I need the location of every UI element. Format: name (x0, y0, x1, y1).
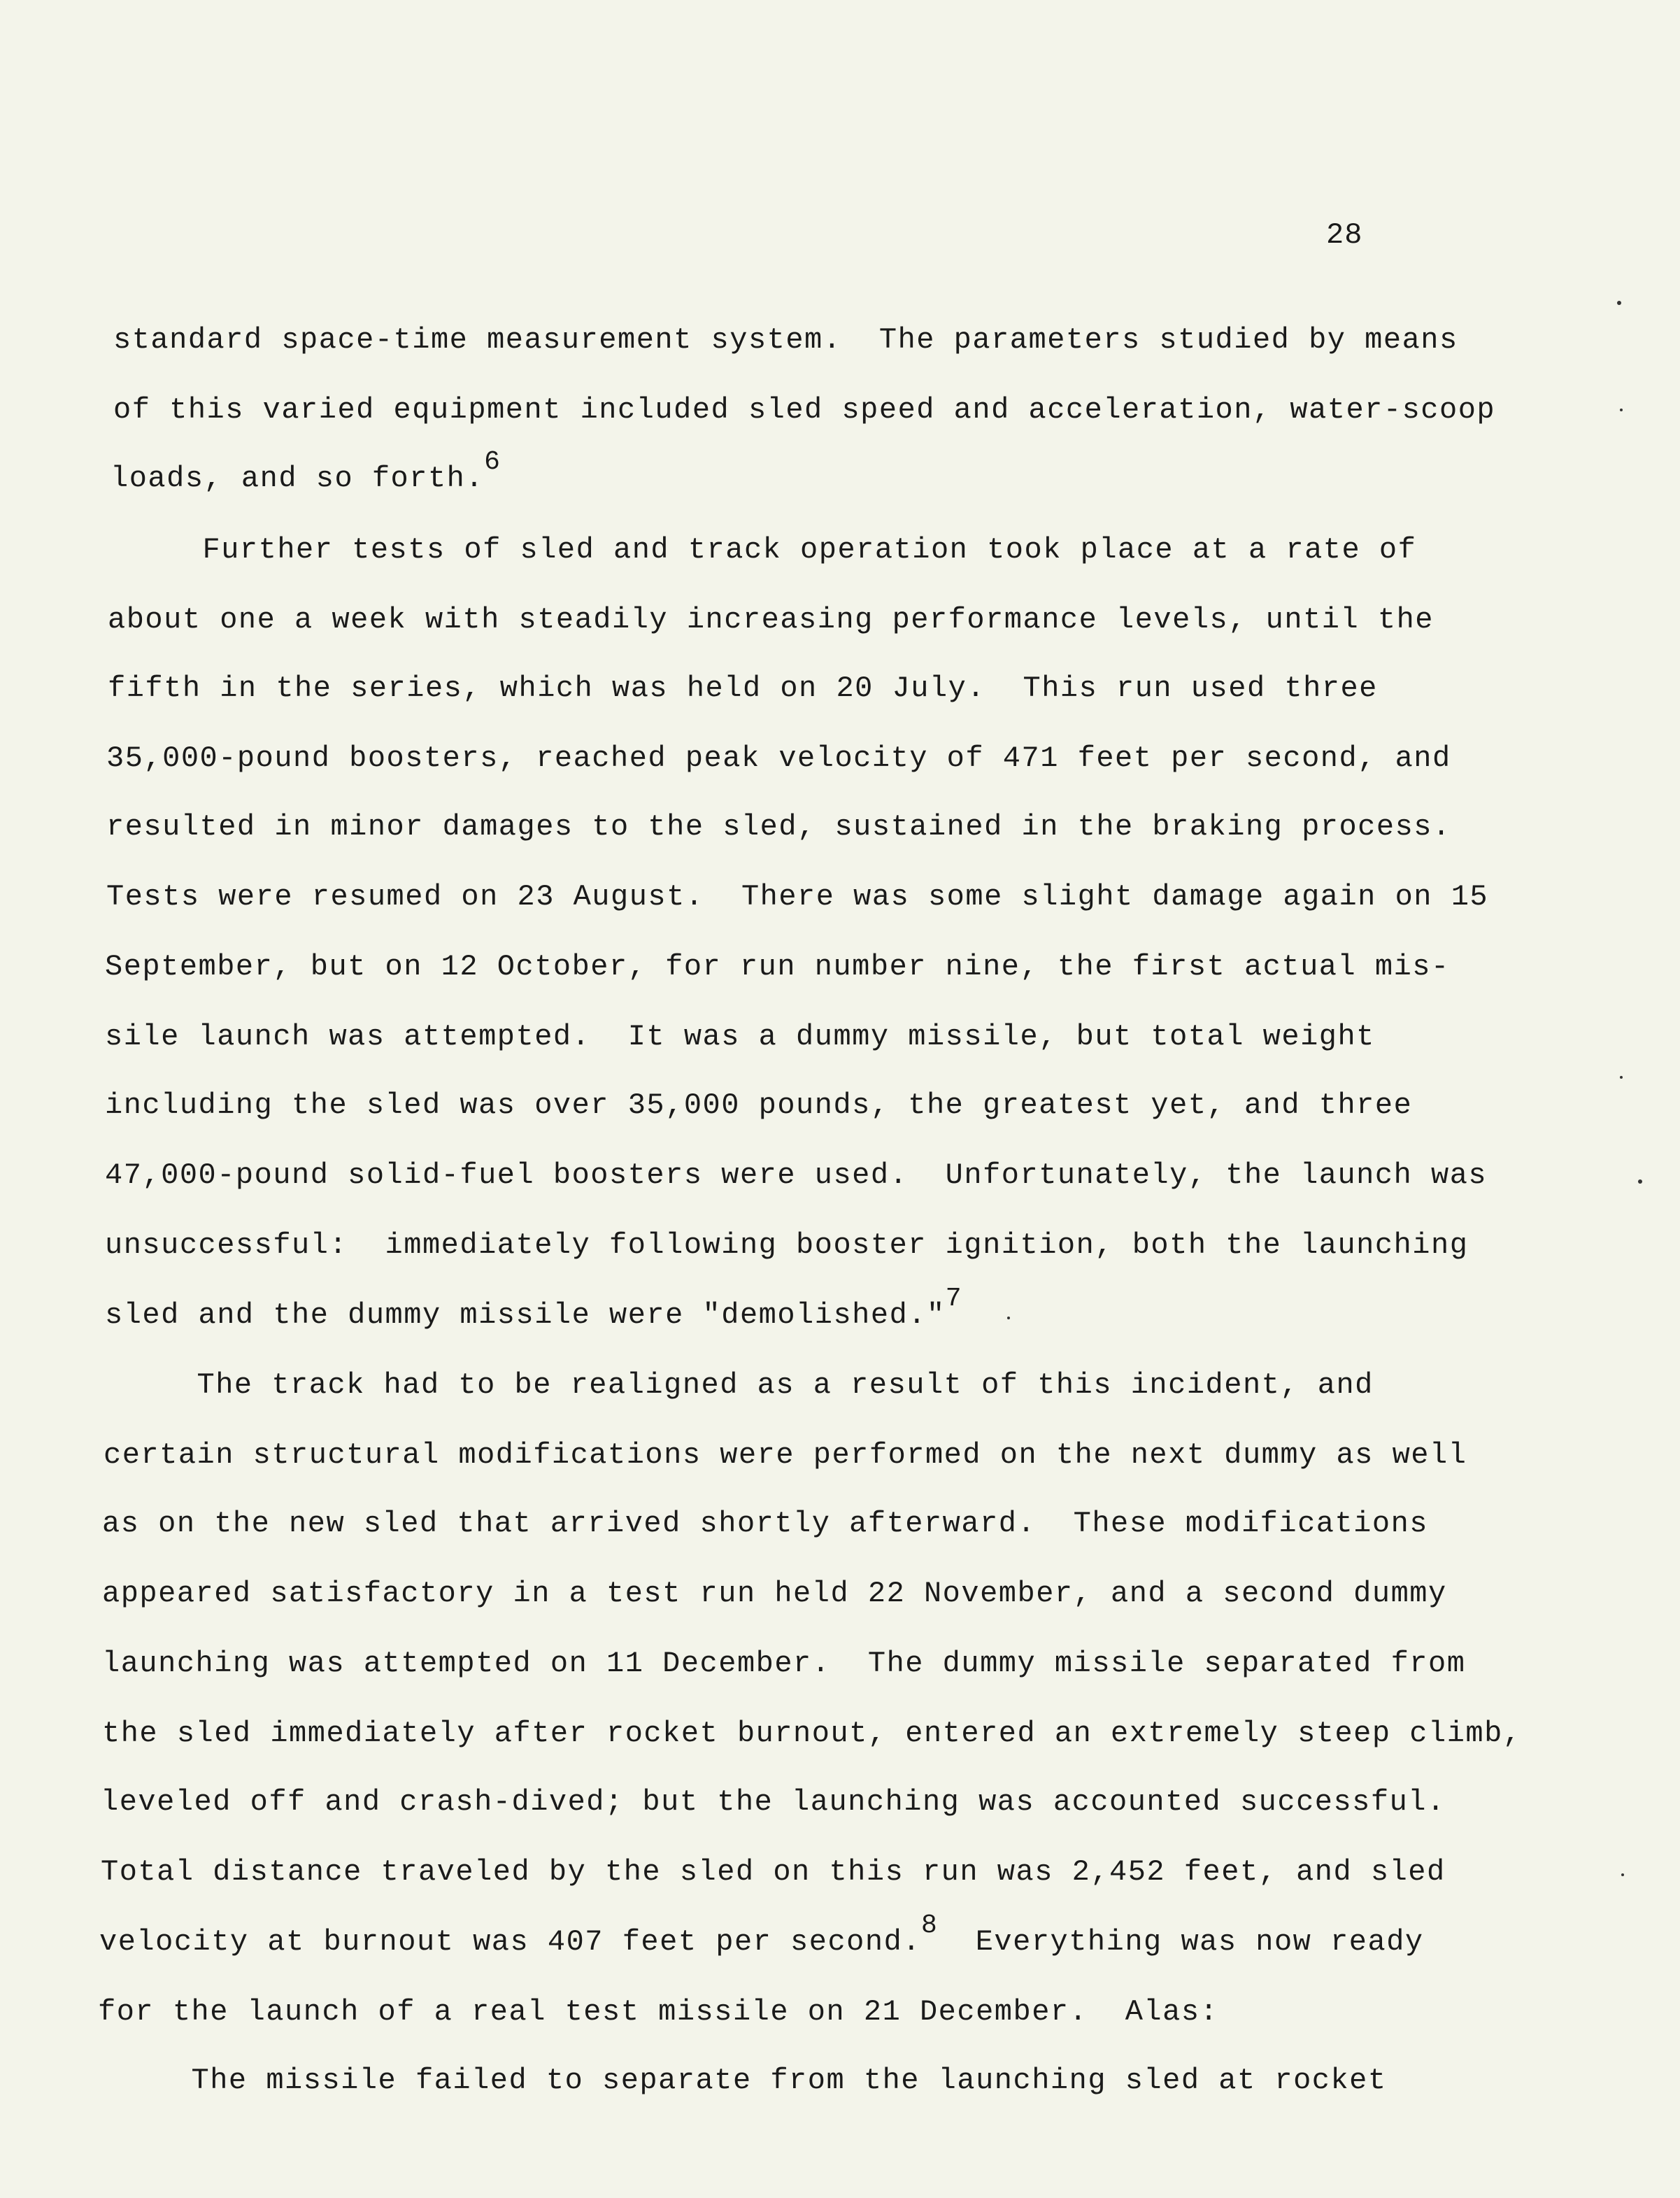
text-line-content: leveled off and crash-dived; but the launching was accounted successful. (101, 1785, 1446, 1819)
text-line (105, 1016, 1375, 1058)
text-line (108, 599, 1434, 641)
text-line (105, 1154, 1487, 1196)
text-line-content: unsuccessful: immediately following booster ignition, both the launching (105, 1228, 1469, 1262)
text-line (105, 946, 1450, 988)
text-line-content: standard space-time measurement system. The parameters studied by means (113, 323, 1458, 357)
text-line-content: The track had to be realigned as a result of this incident, and (104, 1368, 1374, 1402)
text-line-content: September, but on 12 October, for run number nine, the first actual mis- (105, 950, 1450, 984)
text-line (102, 1573, 1447, 1615)
text-line-content: 35,000-pound boosters, reached peak velocity of 471 feet per second, and (106, 742, 1451, 775)
text-line-content: appeared satisfactory in a test run held 22 November, and a second dummy (102, 1577, 1447, 1610)
text-line (106, 737, 1451, 779)
text-line (105, 1084, 1412, 1126)
text-line (102, 1713, 1522, 1754)
text-line (102, 1643, 1465, 1685)
text-line (113, 319, 1458, 361)
text-line-content: loads, and so forth. (111, 462, 485, 495)
text-line (108, 667, 1378, 709)
text-line-content: velocity at burnout was 407 feet per second. (99, 1925, 921, 1959)
text-line-content: of this varied equipment included sled speed and acceleration, water-scoop (113, 393, 1496, 427)
text-line-content: about one a week with steadily increasing performance levels, until the (108, 603, 1434, 637)
text-line (105, 1224, 1468, 1266)
text-line-continuation: Everything was now ready (938, 1925, 1424, 1959)
text-line-content: for the launch of a real test missile on 21 December. Alas: (98, 1995, 1219, 2029)
text-line-content: resulted in minor damages to the sled, sustained in the braking process. (106, 810, 1451, 844)
text-line-content: 47,000-pound solid-fuel boosters were used. Unfortunately, the launch was (105, 1158, 1488, 1192)
text-line (101, 1851, 1446, 1893)
text-line (106, 806, 1451, 848)
text-line-content: Tests were resumed on 23 August. There was some slight damage again on 15 (106, 880, 1489, 914)
text-line (113, 389, 1495, 431)
scan-speck (1007, 1317, 1010, 1319)
text-line (102, 1503, 1428, 1545)
text-line-content: Total distance traveled by the sled on this run was 2,452 feet, and sled (101, 1855, 1446, 1889)
text-line (111, 447, 501, 499)
text-line-content: fifth in the series, which was held on 20 July. This run used three (108, 672, 1378, 705)
text-line-content: certain structural modifications were performed on the next dummy as well (104, 1438, 1467, 1472)
text-line (109, 529, 1416, 571)
text-line-content: sile launch was attempted. It was a dummy missile, but total weight (105, 1020, 1375, 1054)
text-line-content: The missile failed to separate from the launching sled at rocket (98, 2064, 1387, 2097)
text-line (106, 876, 1488, 918)
scan-speck (1621, 1873, 1624, 1876)
text-line (98, 2059, 1387, 2101)
scan-speck (1617, 301, 1621, 305)
scan-speck (1638, 1179, 1642, 1184)
footnote-marker: 7 (945, 1284, 962, 1314)
footnote-marker: 8 (920, 1910, 939, 1941)
text-line (98, 1991, 1218, 2033)
text-line (105, 1284, 962, 1336)
text-line-content: including the sled was over 35,000 pounds, the greatest yet, and three (105, 1089, 1413, 1122)
text-line (101, 1781, 1446, 1823)
text-line-content: Further tests of sled and track operation took place at a rate of (109, 533, 1417, 567)
text-line-content: the sled immediately after rocket burnout, entered an extremely steep climb, (102, 1717, 1522, 1750)
text-line (104, 1434, 1467, 1476)
text-line-content: as on the new sled that arrived shortly afterward. These modifications (102, 1507, 1428, 1540)
scan-speck (1620, 409, 1623, 411)
scan-speck (1620, 1076, 1623, 1079)
page-number: 28 (1326, 218, 1363, 252)
text-line (104, 1364, 1374, 1406)
footnote-marker: 6 (484, 447, 501, 477)
text-line-content: sled and the dummy missile were "demolished." (105, 1298, 946, 1332)
text-line-content: launching was attempted on 11 December. The dummy missile separated from (102, 1647, 1466, 1680)
text-line (99, 1910, 1424, 1963)
